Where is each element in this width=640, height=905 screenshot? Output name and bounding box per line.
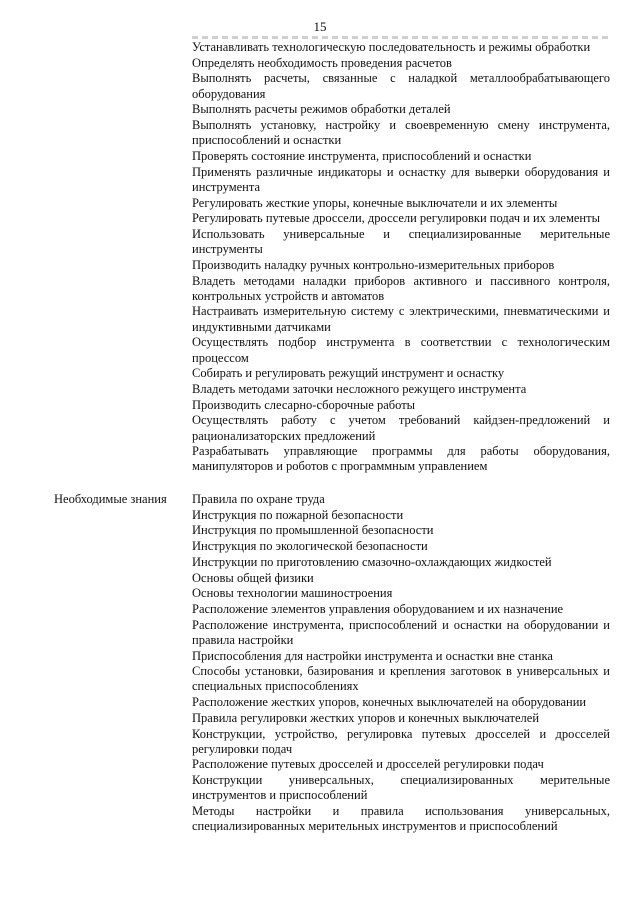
skill-item: Осуществлять подбор инструмента в соответствии с технологическим процессом xyxy=(192,335,610,365)
knowledge-item: Конструкции универсальных, специализированных мерительные инструментов и приспособлений xyxy=(192,773,610,803)
knowledge-item: Правила по охране труда xyxy=(192,492,325,506)
skill-item: Устанавливать технологическую последовательность и режимы обработки xyxy=(192,40,591,54)
cropped-text-line xyxy=(192,36,610,39)
knowledge-item: Инструкция по промышленной безопасности xyxy=(192,523,434,538)
knowledge-item: Расположение инструмента, приспособлений и оснастки на оборудовании и правила настройки xyxy=(192,617,610,647)
knowledge-item: Расположение путевых дросселей и дросселей регулировки подач xyxy=(192,757,544,772)
knowledge-item: Приспособления для настройки инструмента и оснастки вне станка xyxy=(192,648,553,663)
skill-item: Применять различные индикаторы и оснастку для выверки оборудования и инструмента xyxy=(192,164,610,194)
knowledge-item: Инструкция по экологической безопасности xyxy=(192,539,428,554)
skill-item: Регулировать жесткие упоры, конечные выключатели и их элементы xyxy=(192,195,558,210)
skill-item: Проверять состояние инструмента, приспособлений и оснастки xyxy=(192,148,532,163)
skill-item: Регулировать путевые дроссели, дроссели регулировки подач и их элементы xyxy=(192,211,600,226)
knowledge-item: Методы настройки и правила использования универсальных, специализированных мерительных инструментов и приспособлений xyxy=(192,804,610,834)
knowledge-list xyxy=(192,492,610,834)
knowledge-item: Способы установки, базирования и крепления заготовок в универсальных и специальных приспособлениях xyxy=(192,664,610,694)
skill-item: Выполнять установку, настройку и своевременную смену инструмента, приспособлений и оснастки xyxy=(192,118,610,148)
knowledge-item: Правила регулировки жестких упоров и конечных выключателей xyxy=(192,710,540,725)
knowledge-item: Расположение жестких упоров, конечных выключателей на оборудовании xyxy=(192,695,587,710)
knowledge-item: Инструкция по пожарной безопасности xyxy=(192,507,404,522)
knowledge-item: Расположение элементов управления оборудованием и их назначение xyxy=(192,601,564,616)
skill-item: Владеть методами заточки несложного режущего инструмента xyxy=(192,381,527,396)
skill-item: Владеть методами наладки приборов активного и пассивного контроля, контрольных устройств и автоматов xyxy=(192,273,610,303)
knowledge-label: Необходимые знания xyxy=(54,492,167,506)
knowledge-item: Конструкции, устройство, регулировка путевых дросселей и дросселей регулировки подач xyxy=(192,726,610,756)
skill-item: Выполнять расчеты, связанные с наладкой металлообрабатывающего оборудования xyxy=(192,71,610,101)
skill-item: Использовать универсальные и специализированные мерительные инструменты xyxy=(192,226,610,257)
knowledge-item: Основы технологии машиностроения xyxy=(192,586,393,601)
page-number: 15 xyxy=(313,19,327,34)
knowledge-item: Основы общей физики xyxy=(192,570,314,585)
knowledge-item: Инструкции по приготовлению смазочно-охлаждающих жидкостей xyxy=(192,554,552,569)
skill-item: Выполнять расчеты режимов обработки деталей xyxy=(192,102,451,117)
skill-item: Настраивать измерительную систему с электрическими, пневматическими и индуктивными датчиками xyxy=(192,304,610,334)
skill-item: Разрабатывать управляющие программы для работы оборудования, манипуляторов и роботов с программным управлением xyxy=(192,444,610,474)
skills-list xyxy=(192,40,610,475)
skill-item: Собирать и регулировать режущий инструмент и оснастку xyxy=(192,366,505,381)
skill-item: Производить наладку ручных контрольно-измерительных приборов xyxy=(192,257,555,272)
skill-item: Определять необходимость проведения расчетов xyxy=(192,55,452,70)
skill-item: Осуществлять работу с учетом требований кайдзен-предложений и рационализаторских предложений xyxy=(192,413,610,443)
skill-item: Производить слесарно-сборочные работы xyxy=(192,397,416,412)
